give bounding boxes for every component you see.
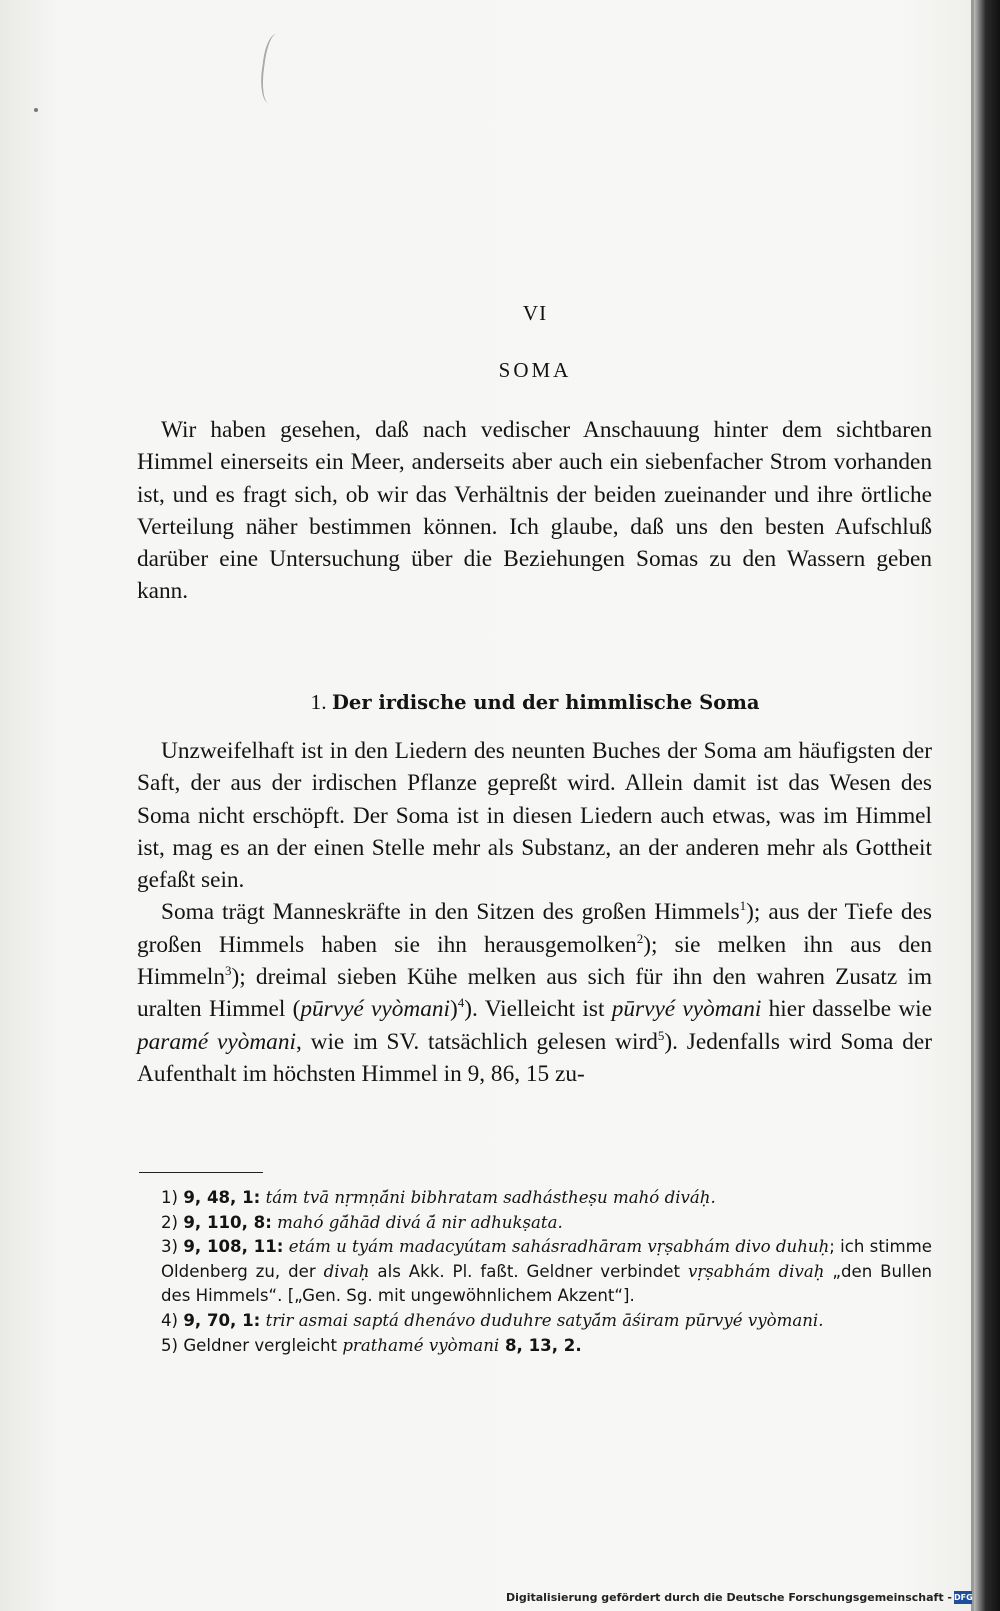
text-run: ; aus der Tiefe des großen Himmels haben sie ihn herausgemolken — [137, 899, 932, 958]
ink-dot — [34, 108, 38, 112]
sanskrit-term: paramé vyòmani — [137, 1028, 296, 1055]
footnote-ref-4: 4 — [457, 995, 465, 1011]
footnote-comment: „den Bullen des Himmels“. [„Gen. Sg. mit ungewöhnlichem Akzent“]. — [161, 1261, 932, 1306]
footnote-comment: als Akk. Pl. faßt. Geldner verbindet — [369, 1261, 688, 1281]
footnote-ref-1: 1 — [739, 898, 747, 914]
text-run: Soma trägt Manneskräfte in den Sitzen des großen Himmels — [161, 899, 740, 926]
footnote-mark: 2) — [161, 1212, 179, 1232]
text-run: , wie im SV. tatsächlich gelesen wird — [295, 1028, 658, 1055]
text-run: hier dasselbe wie — [761, 996, 932, 1023]
footnote-divider — [139, 1172, 263, 1173]
chapter-title: SOMA — [498, 358, 572, 382]
footnote-mark: 1) — [161, 1188, 179, 1207]
section-number: 1. — [310, 690, 327, 714]
footnote-citation: 9, 110, 8: — [183, 1212, 272, 1232]
footnote-ref-5: 5 — [657, 1027, 665, 1043]
footnote-sanskrit: prathamé vyòmani — [342, 1335, 500, 1355]
scan-border — [974, 0, 1000, 1611]
section-heading — [0, 690, 1000, 715]
footnote-comment: Geldner vergleicht — [183, 1335, 343, 1355]
footnotes — [137, 1186, 932, 1358]
footnote-citation: 9, 48, 1: — [183, 1188, 261, 1207]
text-run: ; sie melken ihn aus den Himmeln — [137, 931, 932, 991]
dfg-logo: DFG — [954, 1593, 973, 1602]
footnote-3 — [137, 1235, 932, 1309]
intro-text — [137, 414, 932, 608]
footnote-mark: 5) — [161, 1335, 179, 1355]
paragraph-2: Soma trägt Manneskräfte in den Sitzen des großen Himmels$^1$); aus der Tiefe des großen Himmels haben sie ihn herausgemolken$^2$); sie melken ihn aus den Himmeln$^3$); dreimal sieben Kühe melken aus sich für ihn den wahren Zusatz im uralten Himmel (pūrvyé vyòmani)$^4$). Vielleicht ist pūrvyé vyòmani hier dasselbe wie paramé vyòmani, wie im SV. tatsächlich gelesen wird$^5$). Jedenfalls wird Soma der Aufenthalt im höchsten Himmel in 9, 86, 15 zu- — [137, 898, 932, 1087]
footnote-mark: 4) — [161, 1310, 179, 1330]
text-run: ). Jedenfalls wird Soma der Aufenthalt im höchsten Himmel in 9, 86, 15 zu- — [137, 1028, 932, 1087]
text-run: ) — [449, 996, 458, 1023]
footnote-2 — [137, 1211, 932, 1236]
intro-paragraph: Wir haben gesehen, daß nach vedischer Anschauung hinter dem sichtbaren Himmel einerseits ein Meer, anderseits aber auch ein siebenfacher Strom vorhanden ist, und es fragt sich, ob wir das Verhältnis der beiden zueinander und ihre örtliche Verteilung näher bestimmen können. Ich glaube, daß uns den besten Aufschluß darüber eine Untersuchung über die Beziehungen Somas zu den Wassern geben kann. — [137, 417, 932, 605]
footnote-sanskrit: tám tvā nṛmṇā́ni bibhratam sadhástheṣu mahó diváḥ. — [265, 1188, 716, 1207]
paragraph-1: Unzweifelhaft ist in den Liedern des neunten Buches der Soma am häufigsten der Saft, der aus der irdischen Pflanze gepreßt wird. Allein damit ist das Wesen des Soma nicht erschöpft. Der Soma ist in diesen Liedern auch etwas, was im Himmel ist, mag es an der einen Stelle mehr als Substanz, an der anderen mehr als Gottheit gefaßt sein. — [137, 738, 932, 894]
footnote-citation: 9, 70, 1: — [183, 1310, 261, 1330]
text-run: . Vielleicht ist — [472, 996, 612, 1023]
footnote-citation: 8, 13, 2. — [499, 1335, 582, 1355]
footnote-ref-2: 2 — [636, 931, 644, 947]
text-run: ; dreimal sieben Kühe melken aus sich für ihn den wahren Zusatz im uralten Himmel ( — [137, 964, 932, 1023]
footnote-citation: 9, 108, 11: — [183, 1237, 284, 1257]
footnote-sanskrit: vṛṣabhám divaḥ — [687, 1261, 825, 1281]
footnote-mark: 3) — [161, 1237, 179, 1257]
footnote-1 — [137, 1186, 932, 1211]
footnote-sanskrit: trir asmai saptá dhenávo duduhre satyā́m āśiram pūrvyé vyòmani. — [265, 1310, 824, 1330]
footnote-5 — [137, 1334, 932, 1359]
footnote-4 — [137, 1309, 932, 1334]
sanskrit-term: pūrvyé vyòmani — [300, 996, 450, 1023]
footnote-ref-3: 3 — [225, 963, 232, 979]
footnote-comment: ; ich stimme Oldenberg zu, der — [161, 1237, 932, 1281]
section-title: Der irdische und der himmlische Soma — [332, 691, 760, 714]
digitization-credit: Digitalisierung gefördert durch die Deutsche Forschungsgemeinschaft - — [505, 1591, 952, 1604]
section-body — [137, 735, 932, 1090]
footnote-sanskrit: etám u tyám madacyútam sahásradhāram vṛṣabhám divo duhuḥ — [288, 1237, 830, 1257]
footnote-sanskrit: divaḥ — [323, 1261, 370, 1281]
footnote-sanskrit: mahó gā́hād divá ā́ nir adhukṣata. — [277, 1212, 563, 1232]
sanskrit-term: pūrvyé vyòmani — [611, 996, 762, 1023]
chapter-number: VI — [522, 301, 548, 325]
